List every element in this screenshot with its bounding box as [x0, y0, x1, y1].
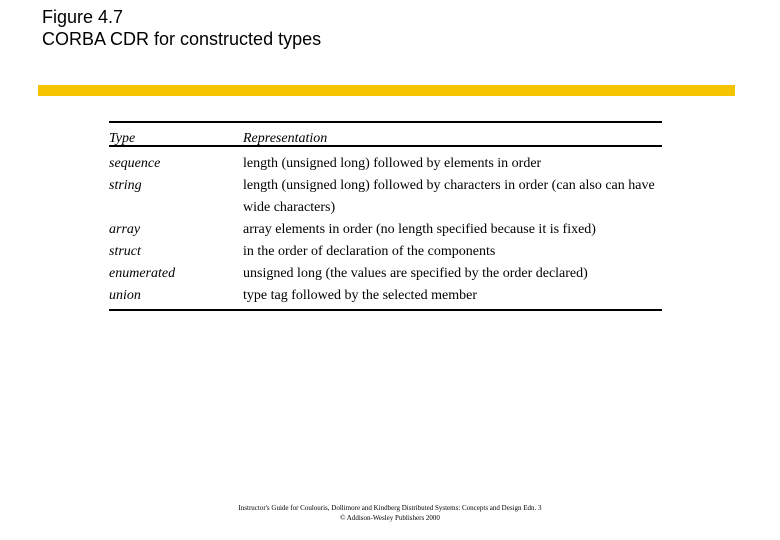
representation-cell: in the order of declaration of the components: [243, 244, 496, 259]
footer-copyright: © Addison-Wesley Publishers 2000: [340, 514, 440, 522]
accent-bar: [38, 85, 735, 96]
table-row: [109, 153, 662, 175]
representation-cell: unsigned long (the values are specified by the order declared): [243, 266, 588, 281]
table-row: [109, 219, 662, 241]
figure-title: [42, 6, 321, 50]
type-cell: array: [109, 222, 141, 237]
table-row: [109, 285, 662, 307]
table-row: [109, 263, 662, 285]
table-row: [109, 175, 662, 219]
type-cell: enumerated: [109, 266, 176, 281]
header-type: Type: [109, 131, 136, 146]
type-cell: union: [109, 288, 141, 303]
header-representation: Representation: [243, 131, 328, 146]
table-row: [109, 241, 662, 263]
type-cell: sequence: [109, 156, 161, 171]
table-bottom-rule: [109, 309, 662, 311]
representation-cell: length (unsigned long) followed by characters in order (can also can have wide characters): [243, 178, 655, 215]
table-body: [109, 147, 662, 307]
figure-number: Figure 4.7: [42, 7, 124, 27]
representation-cell: array elements in order (no length specified because it is fixed): [243, 222, 596, 237]
footer-credit: [0, 503, 780, 523]
footer-citation: Instructor's Guide for Coulouris, Dollimore and Kindberg Distributed Systems: Concepts and Design Edn. 3: [238, 504, 542, 512]
representation-cell: length (unsigned long) followed by elements in order: [243, 156, 542, 171]
cdr-table: [109, 121, 662, 311]
table-header: [109, 123, 662, 145]
representation-cell: type tag followed by the selected member: [243, 288, 478, 303]
type-cell: struct: [109, 244, 141, 259]
figure-caption: CORBA CDR for constructed types: [42, 29, 322, 49]
type-cell: string: [109, 178, 142, 193]
